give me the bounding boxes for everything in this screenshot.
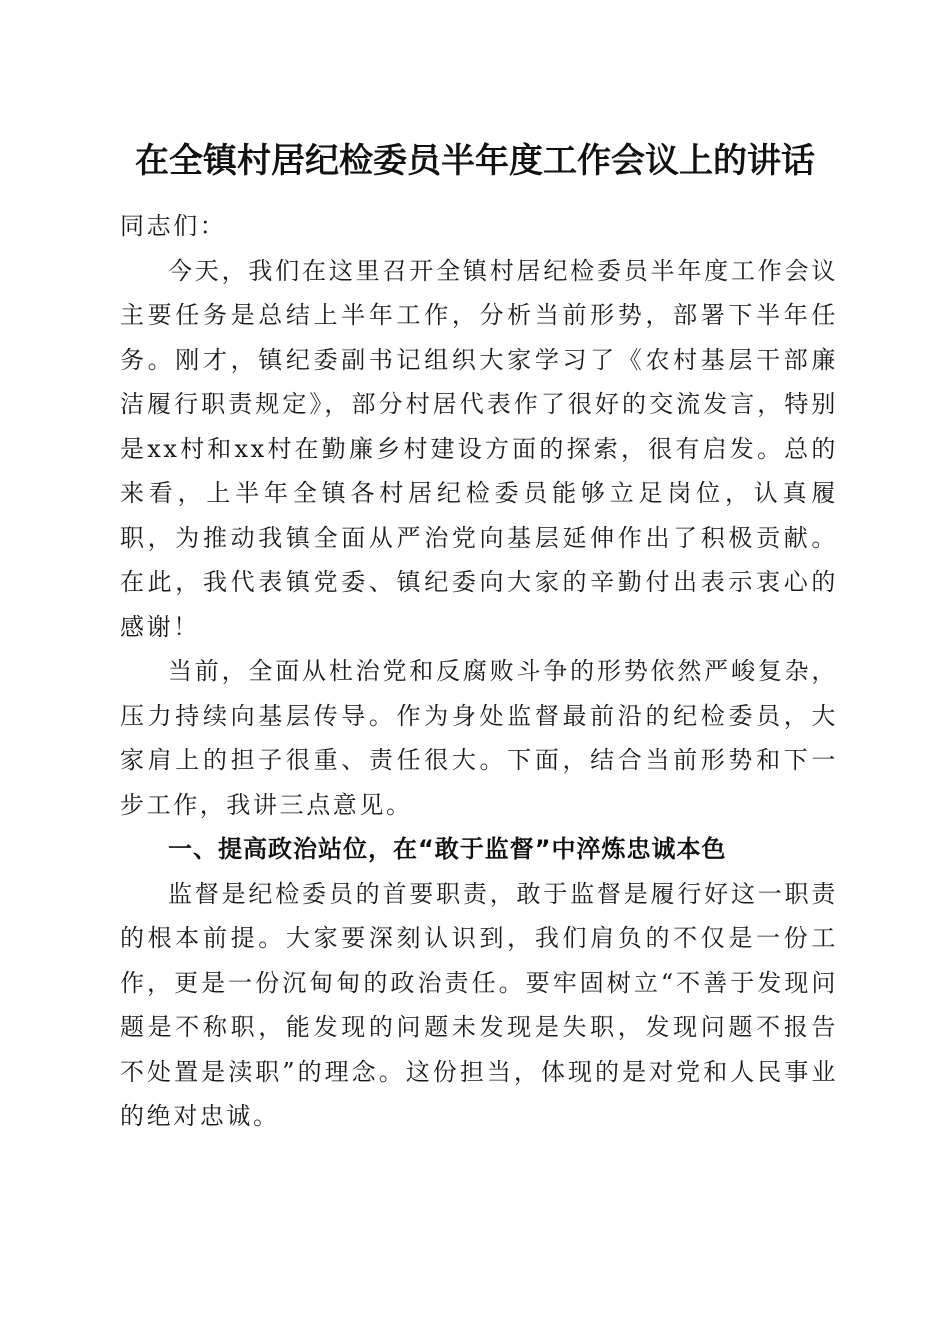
section-heading: 一、提高政治站位，在“敢于监督”中淬炼忠诚本色	[168, 835, 727, 863]
document-body	[120, 204, 838, 1139]
paragraph-section-one: 监督是纪检委员的首要职责，敢于监督是履行好这一职责的根本前提。大家要深刻认识到，我们肩负的不仅是一份工作，更是一份沉甸甸的政治责任。要牢固树立“不善于发现问题是不称职，能发现的问题未发现是失职，发现问题不报告不处置是渎职”的理念。这份担当，体现的是对党和人民事业的绝对忠诚。	[120, 879, 838, 1130]
document-title: 在全镇村居纪检委员半年度工作会议上的讲话	[135, 141, 815, 181]
paragraph-opening: 今天，我们在这里召开全镇村居纪检委员半年度工作会议主要任务是总结上半年工作，分析当前形势，部署下半年任务。刚才，镇纪委副书记组织大家学习了《农村基层干部廉洁履行职责规定》，部分村居代表作了很好的交流发言，特别是xx村和xx村在勤廉乡村建设方面的探索，很有启发。总的来看，上半年全镇各村居纪检委员能够立足岗位，认真履职，为推动我镇全面从严治党向基层延伸作出了积极贡献。在此，我代表镇党委、镇纪委向大家的辛勤付出表示衷心的感谢！	[120, 256, 838, 641]
paragraph-situation: 当前，全面从杜治党和反腐败斗争的形势依然严峻复杂，压力持续向基层传导。作为身处监督最前沿的纪检委员，大家肩上的担子很重、责任很大。下面，结合当前形势和下一步工作，我讲三点意见。	[120, 657, 838, 819]
salutation: 同志们：	[120, 212, 227, 240]
